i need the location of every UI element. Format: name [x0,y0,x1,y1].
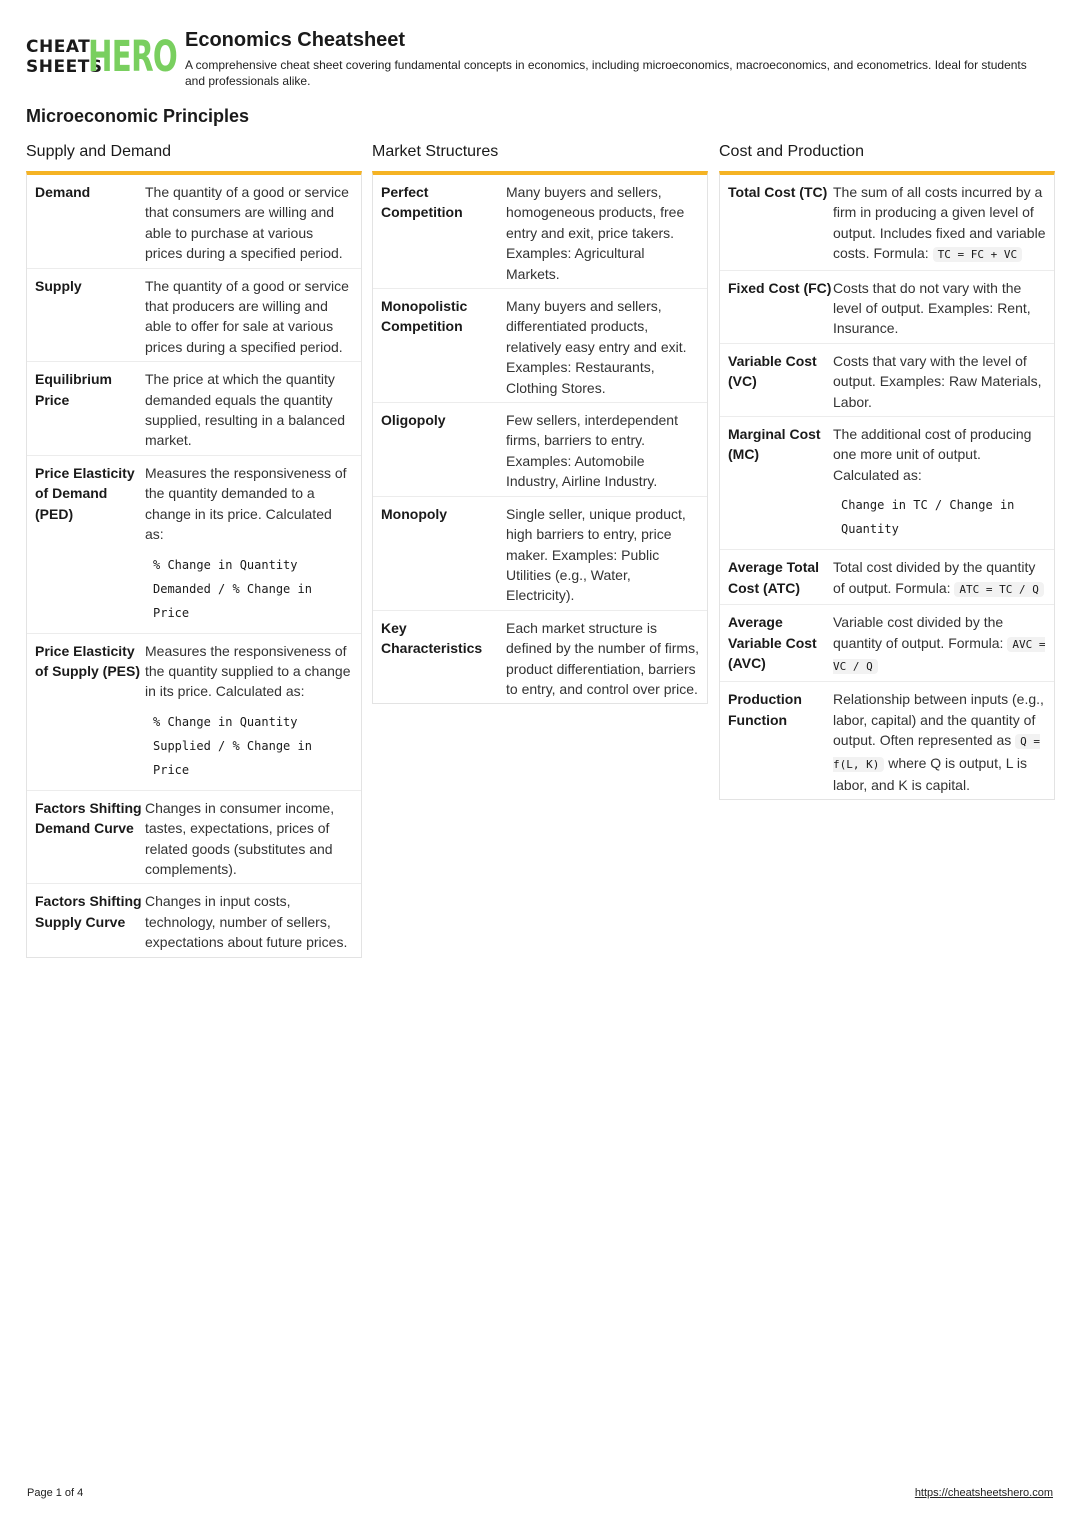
table-row [27,456,361,634]
formula-block: Change in TC / Change in Quantity [841,498,1015,537]
term-label: Monopolistic Competition [381,298,468,335]
table-row [720,175,1054,271]
column-title: Market Structures [372,143,499,160]
table-row [27,175,361,269]
formula-block: % Change in Quantity Demanded / % Change in Price [153,557,312,620]
logo-hero-text: HERO [88,32,178,82]
term-label: Factors Shifting Demand Curve [35,799,142,837]
definition-text: Costs that do not vary with the level of output. Examples: Rent, Insurance. [833,279,1031,337]
cheatsheet-table [26,171,362,958]
inline-formula: AVC = VC / Q [833,637,1046,673]
definition-text: The quantity of a good or service that consumers are willing and able to purchase at various prices during a specified period. [145,184,349,262]
table-row [373,403,707,497]
inline-formula: TC = FC + VC [933,247,1022,262]
title-block [185,28,1045,89]
definition-text: Measures the responsiveness of the quantity demanded to a change in its price. Calculated as: [145,464,347,543]
term-label: Price Elasticity of Supply (PES) [35,642,140,679]
table-row [720,605,1054,682]
inline-formula: Q = f(L, K) [833,735,1040,771]
term-definition [145,891,361,952]
table-row [373,611,707,704]
definition-text-continued: where Q is output, L is labor, and K is capital. [833,754,1028,793]
table-row [720,344,1054,417]
cheatsheets-hero-logo[interactable] [26,32,178,82]
term-definition [833,278,1054,339]
logo-cheat-text: CHEAT [26,37,91,57]
term-definition [833,689,1054,795]
table-row [27,884,361,956]
definition-text: Costs that vary with the level of output. Examples: Raw Materials, Labor. [833,352,1042,410]
term-definition [506,410,707,492]
term-definition [506,504,707,606]
term-definition [145,276,361,358]
definition-text: Many buyers and sellers, homogeneous products, free entry and exit, price takers. Examples: Agricultural Markets. [506,184,685,282]
section-title: Microeconomic Principles [26,106,250,126]
definition-text: Total cost divided by the quantity of output. Formula: [833,559,1036,596]
definition-text: Variable cost divided by the quantity of output. Formula: [833,614,1004,651]
table-row [373,175,707,289]
term-definition [145,463,361,629]
table-row [373,289,707,403]
table-row [27,269,361,363]
table-row [27,791,361,885]
term-label: Price Elasticity of Demand (PED) [35,464,135,522]
term-definition [145,369,361,451]
definition-text: Each market structure is defined by the number of firms, product differentiation, barriers to entry, and control over price. [506,619,699,697]
inline-formula: ATC = TC / Q [954,582,1043,597]
definition-text: The additional cost of producing one more unit of output. Calculated as: [833,426,1032,483]
definition-text: Many buyers and sellers, differentiated products, relatively easy entry and exit. Examples: Restaurants, Clothing Stores. [506,298,687,396]
page-number: Page 1 of 4 [27,1487,84,1499]
definition-text: Changes in consumer income, tastes, expectations, prices of related goods (substitutes and complements). [145,799,335,877]
term-label: Marginal Cost (MC) [728,426,821,463]
term-label: Demand [35,184,91,200]
term-definition [833,557,1054,600]
table-row [373,497,707,611]
page-title: Economics Cheatsheet [185,29,406,51]
definition-text: Changes in input costs, technology, number of sellers, expectations about future prices. [145,893,348,951]
table-row [27,634,361,791]
definition-text: The quantity of a good or service that producers are willing and able to offer for sale at various prices during a specified period. [145,277,349,355]
definition-text: The sum of all costs incurred by a firm in producing a given level of output. Includes fixed and variable costs. Formula: [833,184,1046,262]
term-definition [833,351,1054,412]
term-label: Key Characteristics [381,619,483,657]
term-definition [506,296,707,398]
definition-text: Single seller, unique product, high barriers to entry, price maker. Examples: Public Utilities (e.g., Water, Electricity). [506,505,686,604]
column-market-structures [372,141,708,704]
definition-text: Measures the responsiveness of the quantity supplied to a change in its price. Calculated as: [145,642,351,700]
table-row [720,682,1054,799]
term-label: Variable Cost (VC) [728,352,817,390]
table-row [720,271,1054,344]
term-label: Average Total Cost (ATC) [728,559,820,596]
page-subtitle: A comprehensive cheat sheet covering fundamental concepts in economics, including microeconomics, macroeconomics, and econometrics. Ideal for students and professionals alike. [185,58,1027,88]
term-label: Production Function [728,691,802,728]
logo-sheets-text: SHEETS [26,57,103,77]
footer-link[interactable]: https://cheatsheetshero.com [914,1487,1053,1499]
term-label: Monopoly [381,505,448,522]
term-definition [833,612,1054,677]
definition-text: Few sellers, interdependent firms, barriers to entry. Examples: Automobile Industry, Airline Industry. [506,412,678,490]
term-definition [506,618,707,700]
term-definition [833,424,1054,545]
term-label: Equilibrium Price [35,371,112,408]
page-header [26,28,1056,90]
term-label: Perfect Competition [381,184,463,221]
definition-text: Relationship between inputs (e.g., labor, capital) and the quantity of output. Often represented as [833,691,1044,749]
column-title: Supply and Demand [26,143,171,160]
term-label: Average Variable Cost (AVC) [728,614,817,671]
table-row [720,417,1054,550]
term-definition [833,182,1054,266]
term-definition [145,798,361,880]
column-cost-production [719,141,1055,800]
cheatsheet-table [719,171,1055,800]
term-label: Fixed Cost (FC) [728,279,832,296]
term-definition [145,641,361,786]
column-supply-demand [26,141,362,958]
term-label: Oligopoly [381,412,446,429]
term-label: Factors Shifting Supply Curve [35,893,142,930]
term-definition [145,182,361,264]
definition-text: The price at which the quantity demanded equals the quantity supplied, resulting in a balanced market. [145,371,346,449]
term-label: Supply [35,277,82,294]
term-definition [506,182,707,284]
column-title: Cost and Production [719,143,864,160]
table-row [720,550,1054,605]
term-label: Total Cost (TC) [728,184,828,200]
formula-block: % Change in Quantity Supplied / % Change in Price [153,714,312,777]
table-row [27,362,361,456]
cheatsheet-table [372,171,708,704]
